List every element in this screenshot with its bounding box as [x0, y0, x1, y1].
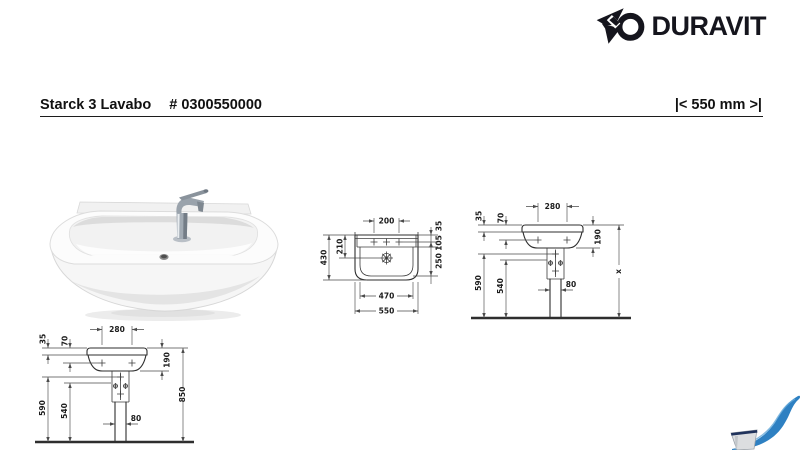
side-view-dim-540 — [60, 383, 111, 442]
dim-label-190: 190 — [162, 352, 172, 368]
top-view-dim-200 — [363, 217, 410, 234]
dim-label-35: 35 — [474, 210, 484, 222]
dim-label-250: 250 — [434, 253, 444, 269]
side-view-dim-80 — [103, 414, 141, 426]
product-code: # 0300550000 — [169, 97, 262, 113]
front-view-drawing — [463, 183, 643, 328]
fixing-holes — [99, 360, 136, 367]
product-name: Starck 3 Lavabo — [40, 97, 152, 113]
cup-graphic — [731, 430, 757, 450]
dim-label-430: 430 — [319, 249, 329, 266]
dim-label-210: 210 — [335, 238, 345, 255]
header-divider — [40, 116, 763, 117]
title-bar — [40, 97, 762, 113]
side-view-dim-850 — [178, 348, 187, 442]
front-view-dim-x — [614, 225, 623, 318]
front-view-dim-540 — [496, 260, 547, 318]
dim-label-200: 200 — [378, 216, 395, 226]
top-view-basin-outline — [355, 232, 418, 280]
dim-label-70: 70 — [496, 212, 506, 224]
top-view-drawing — [303, 193, 453, 328]
overflow-hole — [159, 254, 168, 260]
washbasin-image — [50, 189, 278, 321]
duravit-logo-mark-icon — [595, 6, 649, 46]
front-view-dim-590 — [474, 254, 558, 318]
width-range-label: |< 550 mm >| — [674, 97, 762, 113]
dim-label-35: 35 — [38, 333, 48, 345]
fixing-holes — [535, 237, 571, 244]
side-view-dim-190 — [140, 339, 188, 380]
dim-label-35: 35 — [434, 220, 444, 232]
dim-label-550: 550 — [378, 306, 395, 316]
product-photo — [30, 184, 298, 326]
front-view-dim-190 — [576, 216, 624, 257]
dim-label-190: 190 — [593, 229, 603, 245]
dim-label-590: 590 — [474, 275, 483, 291]
top-view-dim-470 — [360, 282, 413, 301]
dim-label-80: 80 — [130, 414, 142, 423]
brand-swoosh-graphic — [704, 392, 800, 450]
front-view-dim-280 — [526, 202, 579, 222]
dim-label-540: 540 — [60, 403, 69, 419]
dim-label-280: 280 — [544, 202, 561, 211]
dim-label-x: x — [614, 269, 623, 274]
drain-fitting-symbol — [548, 250, 563, 278]
drain-pipe — [115, 402, 126, 442]
dim-label-70: 70 — [60, 335, 70, 347]
dim-label-80: 80 — [565, 280, 577, 289]
drain-fitting-symbol — [113, 373, 128, 401]
dim-label-105: 105 — [434, 235, 444, 251]
side-view-dim-280 — [90, 325, 144, 345]
duravit-logo-text: DURAVIT — [651, 10, 766, 41]
side-view-drawing — [28, 320, 223, 450]
dim-label-850: 850 — [178, 386, 187, 403]
side-view-dim-590 — [38, 377, 122, 442]
dim-label-470: 470 — [378, 291, 395, 301]
dim-label-540: 540 — [496, 278, 505, 294]
drain-pipe — [550, 279, 561, 318]
dim-label-280: 280 — [109, 325, 125, 334]
front-view-basin-outline — [471, 225, 631, 318]
duravit-logo — [595, 6, 767, 46]
front-view-dim-80 — [538, 280, 576, 292]
dim-label-590: 590 — [38, 400, 47, 416]
